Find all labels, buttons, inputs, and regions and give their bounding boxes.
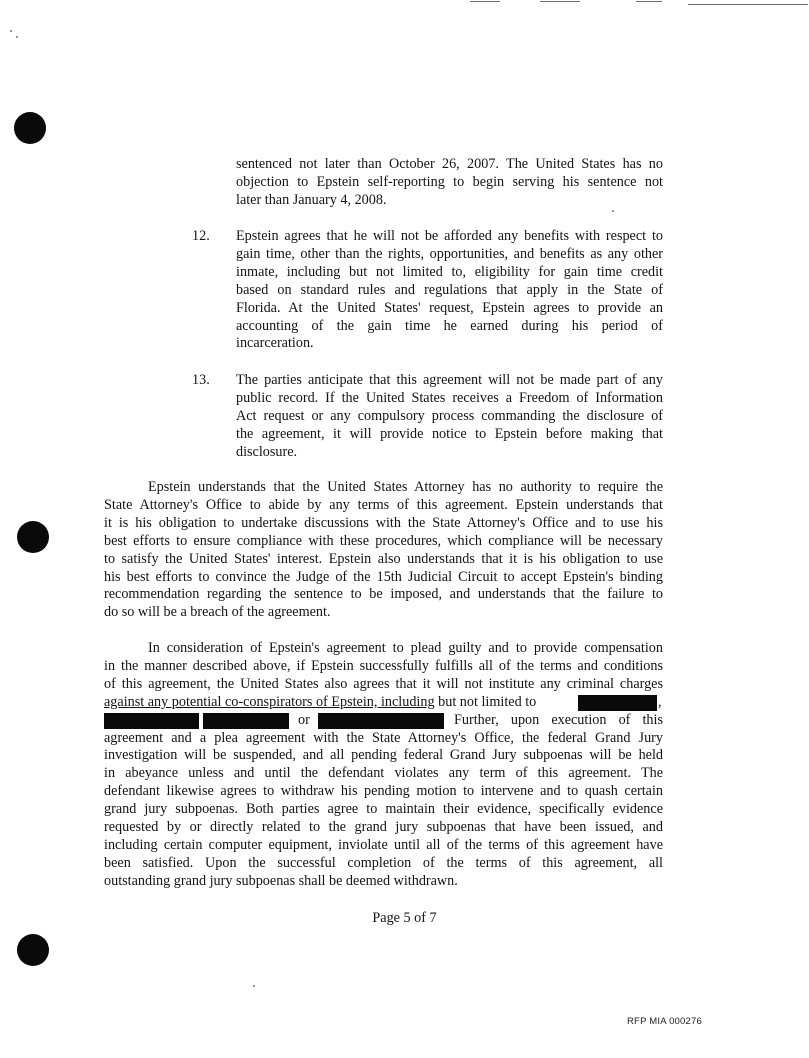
- text-line: investigation will be suspended, and all pending federal Grand Jury subpoenas will be held: [104, 747, 663, 764]
- redaction-box: [318, 713, 444, 729]
- item-13-text: [236, 372, 663, 462]
- punch-hole-bottom: [17, 934, 49, 966]
- text-fragment: ,: [658, 693, 662, 710]
- scan-artifact: [636, 1, 662, 2]
- text-line: later than January 4, 2008.: [236, 191, 387, 208]
- scan-speck: [253, 985, 255, 987]
- text-line: Epstein agrees that he will not be afforded any benefits with respect to: [236, 228, 663, 244]
- text-line: agreement and a plea agreement with the State Attorney's Office, the federal Grand Jury: [104, 729, 663, 746]
- scan-speck: [612, 210, 614, 212]
- item-number: 12.: [192, 228, 210, 244]
- text-line: sentenced not later than October 26, 2007. The United States has no: [236, 156, 663, 172]
- text-line: it is his obligation to undertake discussions with the State Attorney's Office and to use his: [104, 514, 663, 531]
- redaction-box: [203, 713, 289, 729]
- text-fragment: or: [298, 711, 310, 728]
- text-line: gain time, other than the rights, opportunities, and benefits as any other: [236, 245, 663, 262]
- text-line: disclosure.: [236, 443, 298, 460]
- scan-speck: [10, 30, 12, 32]
- text-line: defendant likewise agrees to withdraw his pending motion to intervene and to quash certain: [104, 783, 663, 800]
- text-line: The parties anticipate that this agreement will not be made part of any: [236, 372, 663, 388]
- text-line: best efforts to ensure compliance with these procedures, which compliance will be necessary: [104, 532, 663, 549]
- underlined-text: against any potential co-conspirators of Epstein, including: [104, 693, 435, 710]
- bates-number: RFP MIA 000276: [627, 1016, 702, 1027]
- text-line: grand jury subpoenas. Both parties agree to maintain their evidence, specifically evidence: [104, 801, 663, 818]
- text-line: based on standard rules and regulations that apply in the State of: [236, 281, 663, 298]
- scan-artifact: [688, 4, 808, 5]
- item-number: 13.: [192, 372, 210, 388]
- text-line: his best efforts to convince the Judge of the 15th Judicial Circuit to accept Epstein's binding: [104, 568, 663, 585]
- punch-hole-top: [14, 112, 46, 144]
- page-number: Page 5 of 7: [372, 910, 437, 926]
- paragraph-state-attorney: [104, 479, 663, 622]
- redaction-box: [578, 695, 657, 711]
- text-line-with-redactions: [104, 712, 663, 730]
- item-12-text: [236, 228, 663, 353]
- text-line-with-redaction: [104, 694, 663, 712]
- scan-artifact: [540, 1, 580, 2]
- redaction-box: [104, 713, 199, 729]
- text-line: of this agreement, the United States also agrees that it will not institute any criminal charges: [104, 675, 663, 692]
- text-line: recommendation regarding the sentence to be imposed, and understands that the failure to: [104, 586, 663, 603]
- text-line: in the manner described above, if Epstein successfully fulfills all of the terms and conditions: [104, 657, 663, 674]
- text-fragment: Further, upon execution of this: [454, 711, 663, 728]
- text-line: State Attorney's Office to abide by any terms of this agreement. Epstein understands that: [104, 496, 663, 513]
- text-line: objection to Epstein self-reporting to begin serving his sentence not: [236, 173, 663, 190]
- text-line: outstanding grand jury subpoenas shall be deemed withdrawn.: [104, 872, 458, 889]
- text-line: do so will be a breach of the agreement.: [104, 604, 331, 621]
- text-line: including certain computer equipment, inviolate until all of the terms of this agreement have: [104, 836, 663, 853]
- text-line: Act request or any compulsory process commanding the disclosure of: [236, 407, 663, 424]
- scan-artifact: [470, 1, 500, 2]
- punch-hole-middle: [17, 521, 49, 553]
- scan-speck: [16, 36, 18, 38]
- text-line: in abeyance unless and until the defendant violates any term of this agreement. The: [104, 765, 663, 782]
- text-line: inmate, including but not limited to, eligibility for gain time credit: [236, 263, 663, 280]
- text-line: requested by or directly related to the grand jury subpoenas that have been issued, and: [104, 819, 663, 836]
- text-line: to satisfy the United States' interest. Epstein also understands that it is his obligation to use: [104, 550, 663, 567]
- text-line: incarceration.: [236, 335, 314, 352]
- text-line: Florida. At the United States' request, Epstein agrees to provide an: [236, 299, 663, 316]
- text-line: Epstein understands that the United States Attorney has no authority to require the: [148, 479, 663, 495]
- text-line: the agreement, it will provide notice to Epstein before making that: [236, 425, 663, 442]
- text-fragment: but not limited to: [434, 693, 537, 710]
- paragraph-consideration: [104, 640, 663, 891]
- text-line: accounting of the gain time he earned during his period of: [236, 317, 663, 334]
- text-line: public record. If the United States receives a Freedom of Information: [236, 389, 663, 406]
- continued-item-text: [236, 156, 663, 210]
- text-line: been satisfied. Upon the successful completion of the terms of this agreement, all: [104, 854, 663, 871]
- text-line: In consideration of Epstein's agreement to plead guilty and to provide compensation: [148, 640, 663, 656]
